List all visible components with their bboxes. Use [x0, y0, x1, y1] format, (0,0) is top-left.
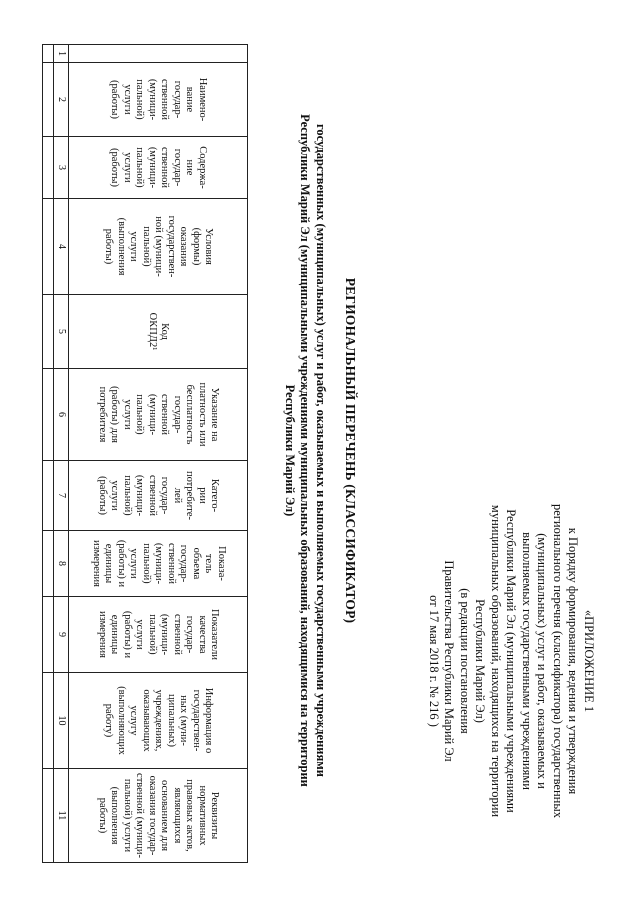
header-text-line: (муници-	[159, 613, 171, 656]
header-text-line: тель	[203, 553, 215, 574]
header-text-line: работу)	[103, 703, 115, 738]
header-text-line: государ-	[172, 80, 183, 119]
header-text-line: государ-	[172, 395, 183, 434]
table-header-cell	[69, 461, 248, 531]
table-cell	[43, 531, 54, 597]
header-text-line: (работы) и	[122, 610, 133, 659]
column-number-cell: 5	[54, 295, 69, 369]
header-text-line: (работы)	[97, 475, 108, 515]
header-text-line: (работы) для	[109, 385, 121, 444]
header-text-line: услуги	[128, 548, 140, 579]
header-text-line: услуги	[128, 231, 140, 262]
table-header-cell	[69, 769, 248, 863]
header-text-line: государ-	[172, 148, 183, 187]
header-text-line: (муници-	[153, 542, 165, 585]
appendix-line: к Порядку формирования, ведения и утверждения	[566, 527, 581, 795]
header-text-line: (выполнения	[109, 786, 121, 845]
header-text-line: Условия	[203, 228, 215, 265]
appendix-line: регионального перечня (классификатора) государственных	[551, 504, 565, 818]
header-text-line: (муници-	[147, 146, 158, 189]
table-cell	[43, 461, 54, 531]
column-number-cell: 8	[54, 531, 69, 597]
header-text-line: ственной	[172, 614, 183, 655]
header-text-line: Код	[159, 323, 171, 340]
header-text-line: объема	[190, 547, 202, 580]
header-text-line: ципальных)	[165, 693, 177, 748]
header-text-line: ОКПД2¹	[147, 312, 158, 351]
column-number-cell: 2	[54, 63, 69, 137]
header-text-line: измерения	[97, 611, 108, 658]
header-text-line: пальной)	[140, 226, 152, 267]
header-text-line: ние	[184, 159, 196, 176]
header-text-line: государствен-	[165, 215, 177, 278]
header-text-line: единицы	[109, 614, 121, 655]
header-text-line: потребителя	[97, 386, 108, 443]
header-text-line: пальной) услуги	[122, 778, 133, 853]
appendix-line: Республики Марий Эл)	[473, 599, 488, 723]
table-header-cell	[69, 199, 248, 295]
header-text-line: (работы) и	[115, 539, 127, 588]
table-cell	[43, 199, 54, 295]
header-text-line: ственной	[147, 475, 158, 516]
header-text-line: государ-	[178, 544, 190, 583]
header-text-line: Указание на	[209, 387, 221, 442]
header-text-line: государствен-	[190, 689, 202, 752]
subtitle-line: Республики Марий Эл (муниципальными учреждениями муниципальных образований, находящимися на территории	[298, 114, 313, 787]
header-text-line: основанием для	[159, 779, 171, 852]
header-text-line: лей	[172, 487, 183, 504]
header-text-line: государ-	[184, 615, 196, 654]
header-text-line: пальной)	[134, 79, 146, 120]
document-title: РЕГИОНАЛЬНЫЙ ПЕРЕЧЕНЬ (КЛАССИФИКАТОР)	[343, 277, 358, 624]
header-text-line: (работы)	[109, 147, 121, 187]
header-text-line: Содержа-	[197, 146, 208, 189]
header-text-line: учреждениях,	[153, 689, 165, 752]
header-text-line: Показатели	[209, 608, 221, 661]
table-header-row	[69, 45, 248, 863]
column-number-cell: 6	[54, 369, 69, 461]
appendix-line: Республики Марий Эл (муниципальными учреждениями	[504, 509, 519, 813]
header-text-line: Реквизиты	[209, 791, 221, 840]
classifier-table-wrap	[42, 44, 248, 862]
appendix-line: «ПРИЛОЖЕНИЕ 1	[582, 609, 596, 713]
table-header-cell	[69, 597, 248, 673]
table-cell	[43, 63, 54, 137]
classifier-table	[42, 44, 248, 863]
header-text-line: пальной)	[134, 147, 146, 188]
header-text-line: Показа-	[215, 546, 227, 581]
header-text-line: потребите-	[184, 470, 196, 521]
header-text-line: пальной)	[140, 543, 152, 584]
table-cell	[43, 673, 54, 769]
header-text-line: бесплатность	[184, 384, 196, 445]
subtitle-line: Республики Марий Эл)	[283, 384, 297, 517]
header-text-line: пальной)	[147, 614, 158, 655]
table-cell	[43, 45, 54, 63]
header-text-line: (формы)	[190, 227, 202, 266]
header-text-line: оказывающих	[140, 689, 152, 752]
header-text-line: ственной (муници-	[134, 773, 146, 858]
table-header-cell	[69, 295, 248, 369]
table-cell	[43, 295, 54, 369]
header-text-line: рии	[197, 487, 208, 504]
header-text-line: единицы	[103, 543, 115, 584]
column-number-cell: 11	[54, 769, 69, 863]
column-number-cell: 9	[54, 597, 69, 673]
table-header-cell	[69, 63, 248, 137]
document-subtitle	[282, 34, 329, 867]
header-text-line: измерения	[90, 540, 102, 587]
appendix-line: (муниципальных) услуг и работ, оказываемых и	[535, 533, 550, 789]
column-number-cell: 7	[54, 461, 69, 531]
header-text-line: оказания государ-	[147, 775, 158, 856]
column-number-cell: 4	[54, 199, 69, 295]
table-cell	[43, 369, 54, 461]
header-text-line: являющихся	[172, 787, 183, 844]
header-text-line: Катего-	[209, 478, 221, 513]
column-number-cell: 3	[54, 137, 69, 199]
header-text-line: работы)	[97, 797, 108, 834]
header-text-line: оказания	[178, 226, 190, 267]
header-text-line: ственной	[159, 79, 171, 120]
header-text-line: услуги	[122, 152, 133, 183]
header-text-line: Наимено-	[197, 77, 208, 122]
header-text-line: (выполняющих	[115, 686, 127, 755]
table-header-cell-index	[69, 45, 248, 63]
header-text-line: (выполнения	[115, 217, 127, 276]
column-number-cell: 10	[54, 673, 69, 769]
header-text-line: работы)	[103, 228, 115, 265]
appendix-line: выполняемых государственными учреждениями	[520, 532, 534, 790]
table-row	[43, 45, 54, 863]
header-text-line: качества	[197, 615, 208, 654]
header-text-line: пальной)	[134, 394, 146, 435]
header-text-line: нормативных	[197, 785, 208, 846]
appendix-line: муниципальных образований, находящихся на территории	[489, 504, 503, 818]
header-text-line: ственной	[159, 394, 171, 435]
table-header-cell	[69, 673, 248, 769]
table-cell	[43, 769, 54, 863]
appendix-line: Правительства Республики Марий Эл	[442, 560, 457, 762]
table-number-row	[54, 45, 69, 863]
header-text-line: правовых актов,	[184, 779, 196, 852]
header-text-line: услуги	[109, 480, 121, 511]
header-text-line: платность или	[197, 382, 208, 447]
subtitle-line: государственных (муниципальных) услуг и работ, оказываемых и выполняемых государственными учреждениями	[314, 124, 328, 777]
table-header-cell	[69, 531, 248, 597]
header-text-line: Информация о	[203, 687, 215, 754]
header-text-line: услуги	[134, 619, 146, 650]
header-text-line: услуги	[122, 84, 133, 115]
header-text-line: услуги	[122, 399, 133, 430]
header-text-line: пальной)	[122, 475, 133, 516]
header-text-line: государ-	[159, 476, 171, 515]
table-header-cell	[69, 369, 248, 461]
header-text-line: ственной	[159, 147, 171, 188]
appendix-block	[426, 451, 597, 871]
table-cell	[43, 597, 54, 673]
header-text-line: ственной	[165, 543, 177, 584]
header-text-line: вание	[184, 86, 196, 113]
header-text-line: ных (муни-	[178, 695, 190, 746]
appendix-line: от 17 мая 2018 г. № 216 )	[427, 595, 441, 727]
header-text-line: (муници-	[134, 474, 146, 517]
header-text-line: ной (муници-	[153, 216, 165, 277]
header-text-line: (муници-	[147, 78, 158, 121]
table-cell	[43, 137, 54, 199]
header-text-line: услугу	[128, 705, 140, 736]
column-number-cell: 1	[54, 45, 69, 63]
header-text-line: (муници-	[147, 393, 158, 436]
table-header-cell	[69, 137, 248, 199]
header-text-line: (работы)	[109, 79, 121, 119]
appendix-line: (в редакции постановления	[458, 588, 472, 734]
